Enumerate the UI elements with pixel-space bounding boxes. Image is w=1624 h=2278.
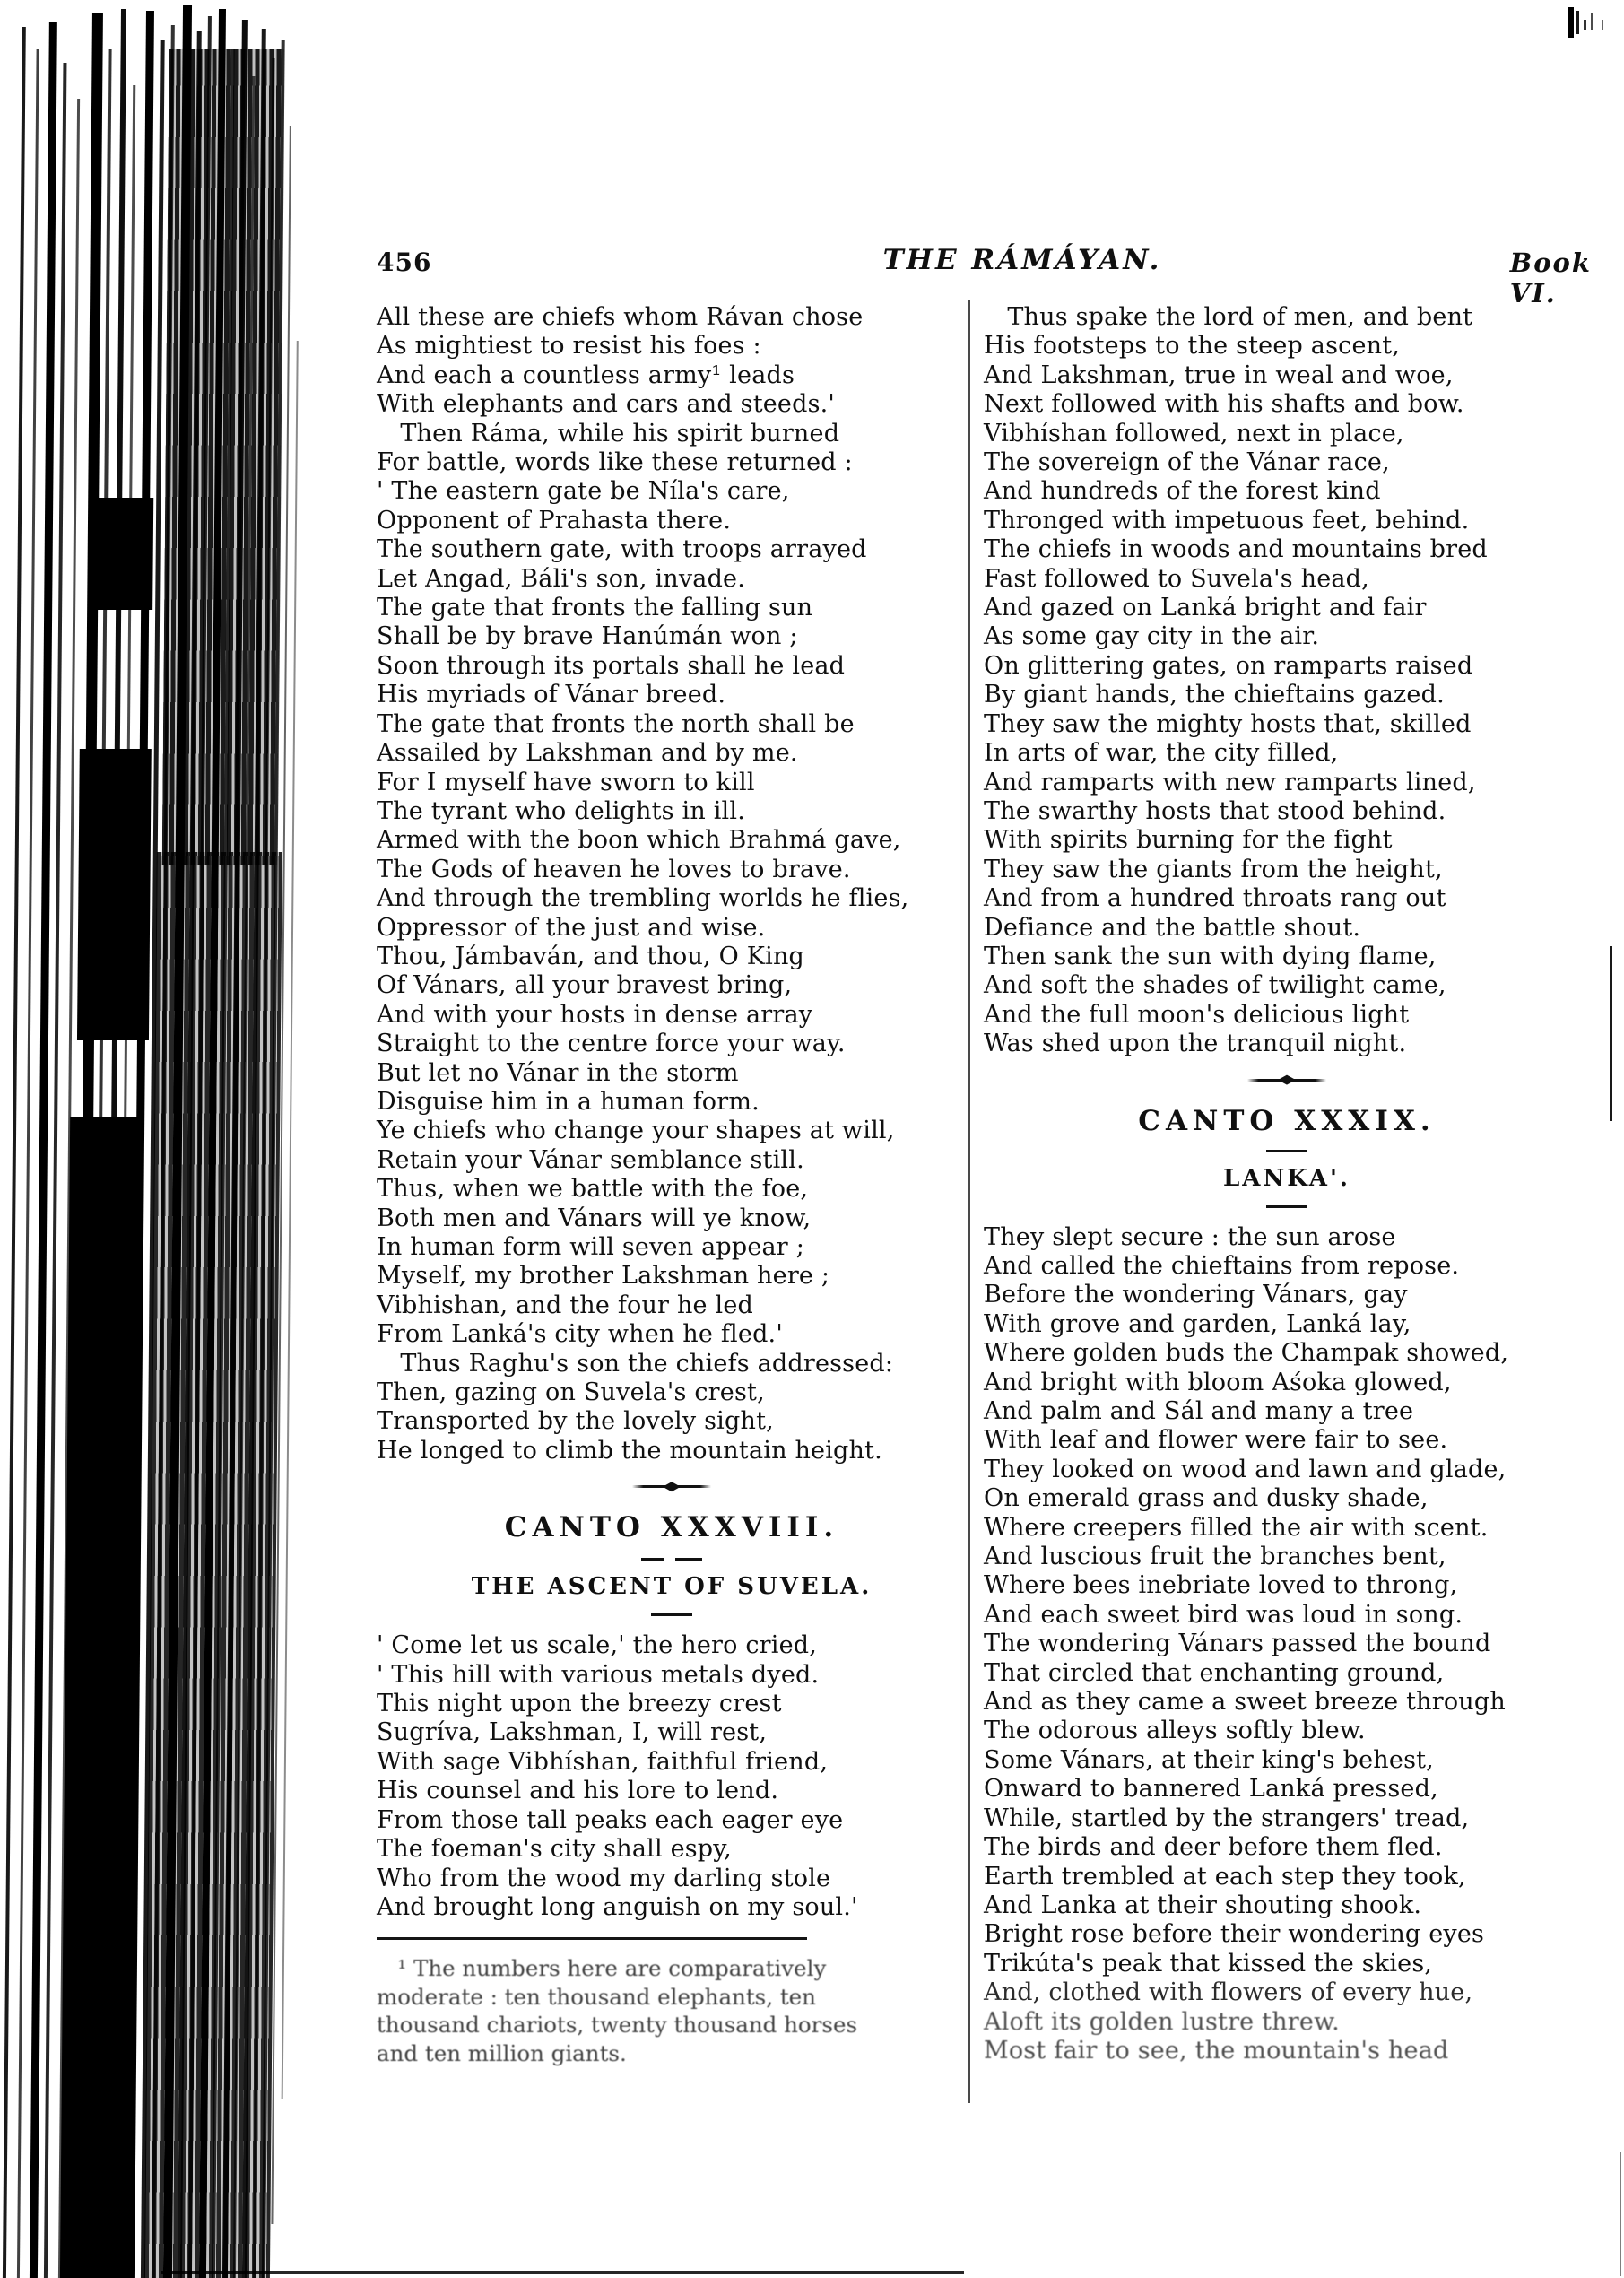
verse-line: Let Angad, Báli's son, invade. bbox=[377, 564, 746, 593]
scan-edge-mark bbox=[161, 2271, 964, 2274]
verse-line: Then sank the sun with dying flame, bbox=[984, 942, 1437, 970]
scan-ink-block bbox=[77, 749, 152, 1040]
verse-line: This night upon the breezy crest bbox=[377, 1690, 782, 1718]
column-divider-rule bbox=[968, 300, 970, 2103]
canto-heading: CANTO XXXVIII. bbox=[504, 1511, 839, 1544]
scan-ink-block bbox=[60, 1117, 138, 2278]
verse-line: The Gods of heaven he loves to brave. bbox=[377, 855, 851, 883]
verse-line: Then Ráma, while his spirit burned bbox=[377, 419, 840, 448]
verse-line: And Lanka at their shouting shook. bbox=[984, 1891, 1422, 1919]
book-label: Book VI. bbox=[1509, 248, 1592, 309]
section-ornament bbox=[1247, 1079, 1326, 1082]
verse-line: Assailed by Lakshman and by me. bbox=[377, 739, 798, 768]
verse-line: Vibhíshan followed, next in place, bbox=[984, 419, 1404, 448]
verse-line: Thus, when we battle with the foe, bbox=[377, 1175, 809, 1204]
verse-line: From those tall peaks each eager eye bbox=[377, 1805, 844, 1834]
section-ornament bbox=[632, 1485, 711, 1488]
verse-line: Shall be by brave Hanúmán won ; bbox=[377, 622, 798, 651]
verse-line: For battle, words like these returned : bbox=[377, 448, 853, 477]
verse-line: Was shed upon the tranquil night. bbox=[984, 1030, 1407, 1058]
footnote-line: thousand chariots, twenty thousand horses bbox=[377, 2012, 858, 2039]
verse-line: Some Vánars, at their king's behest, bbox=[984, 1745, 1434, 1774]
scan-edge-mark bbox=[1568, 7, 1574, 38]
verse-line: Thronged with impetuous feet, behind. bbox=[984, 506, 1470, 535]
scan-edge-mark bbox=[1576, 11, 1579, 34]
verse-line: Ye chiefs who change your shapes at will, bbox=[377, 1117, 895, 1145]
verse-line: Where bees inebriate loved to throng, bbox=[984, 1571, 1458, 1600]
verse-line: But let no Vánar in the storm bbox=[377, 1058, 739, 1087]
verse-line: Both men and Vánars will ye know, bbox=[377, 1204, 812, 1232]
verse-line: And, clothed with flowers of every hue, bbox=[984, 1978, 1473, 2007]
verse-line: And through the trembling worlds he flies, bbox=[377, 884, 909, 913]
verse-line: ' The eastern gate be Níla's care, bbox=[377, 477, 790, 506]
scan-edge-mark bbox=[1591, 13, 1593, 30]
verse-line: The foeman's city shall espy, bbox=[377, 1835, 732, 1864]
verse-line: The odorous alleys softly blew. bbox=[984, 1717, 1366, 1745]
verse-line: Most fair to see, the mountain's head bbox=[984, 2036, 1449, 2065]
verse-line: The tyrant who delights in ill. bbox=[377, 796, 746, 825]
verse-line: Bright rose before their wondering eyes bbox=[984, 1920, 1485, 1949]
verse-line: Armed with the boon which Brahmá gave, bbox=[377, 826, 901, 855]
verse-line: And the full moon's delicious light bbox=[984, 1000, 1410, 1029]
scan-stripe bbox=[282, 341, 299, 2099]
verse-line: That circled that enchanting ground, bbox=[984, 1658, 1445, 1687]
verse-line: Who from the wood my darling stole bbox=[377, 1864, 831, 1892]
verse-line: His counsel and his lore to lend. bbox=[377, 1777, 779, 1805]
verse-line: By giant hands, the chieftains gazed. bbox=[984, 681, 1445, 709]
scan-dense-texture bbox=[144, 852, 282, 2278]
verse-line: And brought long anguish on my soul.' bbox=[377, 1892, 858, 1921]
page-number: 456 bbox=[377, 248, 432, 277]
verse-line: Trikúta's peak that kissed the skies, bbox=[984, 1949, 1433, 1978]
verse-line: In arts of war, the city filled, bbox=[984, 739, 1339, 768]
verse-line: ' Come let us scale,' the hero cried, bbox=[377, 1631, 818, 1660]
verse-line: They saw the giants from the height, bbox=[984, 855, 1443, 883]
verse-line: Where creepers filled the air with scent. bbox=[984, 1513, 1489, 1542]
verse-line: Thus Raghu's son the chiefs addressed: bbox=[377, 1349, 894, 1378]
verse-line: They looked on wood and lawn and glade, bbox=[984, 1455, 1507, 1483]
verse-line: As mightiest to resist his foes : bbox=[377, 332, 761, 361]
verse-line: And bright with bloom Aśoka glowed, bbox=[984, 1368, 1452, 1396]
verse-line: And palm and Sál and many a tree bbox=[984, 1397, 1414, 1425]
scan-gutter-artifact bbox=[0, 0, 315, 2278]
verse-line: They saw the mighty hosts that, skilled bbox=[984, 709, 1472, 738]
footnote bbox=[377, 1954, 967, 2067]
verse-line: Disguise him in a human form. bbox=[377, 1087, 760, 1116]
verse-line: Defiance and the battle shout. bbox=[984, 913, 1361, 942]
verse-line: Before the wondering Vánars, gay bbox=[984, 1281, 1408, 1309]
verse-line: Of Vánars, all your bravest bring, bbox=[377, 971, 793, 1000]
verse-line: And ramparts with new ramparts lined, bbox=[984, 768, 1476, 796]
scan-ink-block bbox=[90, 498, 153, 610]
verse-block-canto38 bbox=[377, 1631, 967, 1922]
verse-line: And each sweet bird was loud in song. bbox=[984, 1600, 1463, 1629]
verse-line: Then, gazing on Suvela's crest, bbox=[377, 1378, 765, 1407]
verse-line: Thou, Jámbaván, and thou, O King bbox=[377, 942, 805, 970]
verse-line: Sugríva, Lakshman, I, will rest, bbox=[377, 1718, 768, 1747]
verse-line: And gazed on Lanká bright and fair bbox=[984, 594, 1427, 622]
heading-rule bbox=[641, 1558, 702, 1561]
verse-line: Straight to the centre force your way. bbox=[377, 1030, 846, 1058]
canto-title: LANKA'. bbox=[1223, 1164, 1350, 1192]
verse-line: ' This hill with various metals dyed. bbox=[377, 1660, 820, 1689]
footnote-line: and ten million giants. bbox=[377, 2039, 627, 2066]
scan-dense-texture bbox=[162, 49, 284, 865]
verse-line: Oppressor of the just and wise. bbox=[377, 913, 766, 942]
verse-line: The wondering Vánars passed the bound bbox=[984, 1630, 1491, 1658]
verse-line: And from a hundred throats rang out bbox=[984, 884, 1446, 913]
scan-edge-mark bbox=[1584, 20, 1586, 30]
verse-line: And called the chieftains from repose. bbox=[984, 1251, 1460, 1280]
verse-block-right bbox=[984, 303, 1590, 1059]
verse-line: And soft the shades of twilight came, bbox=[984, 971, 1446, 1000]
verse-line: And as they came a sweet breeze through bbox=[984, 1688, 1506, 1717]
verse-line: In human form will seven appear ; bbox=[377, 1233, 804, 1261]
scan-edge-mark bbox=[1620, 2152, 1621, 2276]
verse-line: With sage Vibhíshan, faithful friend, bbox=[377, 1747, 829, 1776]
footnote-line: ¹ The numbers here are comparatively bbox=[377, 1955, 827, 1982]
verse-line: On emerald grass and dusky shade, bbox=[984, 1484, 1429, 1513]
verse-line: Fast followed to Suvela's head, bbox=[984, 564, 1369, 593]
verse-line: The southern gate, with troops arrayed bbox=[377, 535, 867, 564]
verse-line: Soon through its portals shall he lead bbox=[377, 651, 846, 680]
verse-line: Transported by the lovely sight, bbox=[377, 1407, 774, 1436]
verse-line: All these are chiefs whom Rávan chose bbox=[377, 303, 864, 331]
canto-title: THE ASCENT OF SUVELA. bbox=[471, 1573, 873, 1601]
verse-line: They slept secure : the sun arose bbox=[984, 1222, 1396, 1251]
verse-line: While, startled by the strangers' tread, bbox=[984, 1804, 1470, 1832]
running-title: THE RÁMÁYAN. bbox=[882, 244, 1162, 276]
verse-line: Next followed with his shafts and bow. bbox=[984, 390, 1464, 419]
right-column bbox=[984, 303, 1590, 2065]
verse-line: Thus spake the lord of men, and bent bbox=[984, 303, 1473, 331]
verse-line: Myself, my brother Lakshman here ; bbox=[377, 1262, 830, 1291]
verse-line: The swarthy hosts that stood behind. bbox=[984, 796, 1446, 825]
verse-line: And luscious fruit the branches bent, bbox=[984, 1543, 1446, 1571]
footnote-line: moderate : ten thousand elephants, ten bbox=[377, 1983, 816, 2010]
verse-line: On glittering gates, on ramparts raised bbox=[984, 651, 1473, 680]
verse-line: His footsteps to the steep ascent, bbox=[984, 332, 1401, 361]
verse-line: Aloft its golden lustre threw. bbox=[984, 2007, 1340, 2036]
verse-line: His myriads of Vánar breed. bbox=[377, 681, 726, 709]
verse-line: With grove and garden, Lanká lay, bbox=[984, 1309, 1411, 1338]
verse-line: With elephants and cars and steeds.' bbox=[377, 390, 836, 419]
verse-line: With leaf and flower were fair to see. bbox=[984, 1426, 1448, 1455]
verse-line: With spirits burning for the fight bbox=[984, 826, 1393, 855]
verse-line: He longed to climb the mountain height. bbox=[377, 1436, 882, 1465]
left-column bbox=[377, 303, 967, 2067]
verse-line: And each a countless army¹ leads bbox=[377, 361, 795, 389]
scan-edge-mark bbox=[1610, 946, 1612, 1121]
verse-line: Onward to bannered Lanká pressed, bbox=[984, 1775, 1438, 1804]
footnote-rule bbox=[377, 1937, 807, 1940]
verse-line: Opponent of Prahasta there. bbox=[377, 506, 732, 535]
verse-line: The sovereign of the Vánar race, bbox=[984, 448, 1390, 477]
verse-line: Retain your Vánar semblance still. bbox=[377, 1145, 804, 1174]
heading-rule bbox=[1266, 1150, 1307, 1152]
verse-line: Where golden buds the Champak showed, bbox=[984, 1339, 1509, 1368]
verse-line: The chiefs in woods and mountains bred bbox=[984, 535, 1488, 564]
verse-line: And with your hosts in dense array bbox=[377, 1000, 813, 1029]
verse-line: The gate that fronts the north shall be bbox=[377, 709, 855, 738]
verse-line: The gate that fronts the falling sun bbox=[377, 594, 813, 622]
title-rule bbox=[651, 1613, 692, 1616]
canto-heading: CANTO XXXIX. bbox=[1138, 1104, 1436, 1137]
verse-line: From Lanká's city when he fled.' bbox=[377, 1320, 783, 1349]
title-rule bbox=[1266, 1205, 1307, 1208]
verse-line: As some gay city in the air. bbox=[984, 622, 1320, 651]
scan-edge-mark bbox=[1602, 20, 1603, 30]
verse-line: And Lakshman, true in weal and woe, bbox=[984, 361, 1454, 389]
verse-block-left bbox=[377, 303, 967, 1465]
verse-line: For I myself have sworn to kill bbox=[377, 768, 755, 796]
verse-line: Vibhishan, and the four he led bbox=[377, 1291, 753, 1319]
verse-line: Earth trembled at each step they took, bbox=[984, 1862, 1466, 1891]
verse-block-canto39 bbox=[984, 1223, 1590, 2066]
verse-line: And hundreds of the forest kind bbox=[984, 477, 1381, 506]
verse-line: The birds and deer before them fled. bbox=[984, 1833, 1443, 1862]
